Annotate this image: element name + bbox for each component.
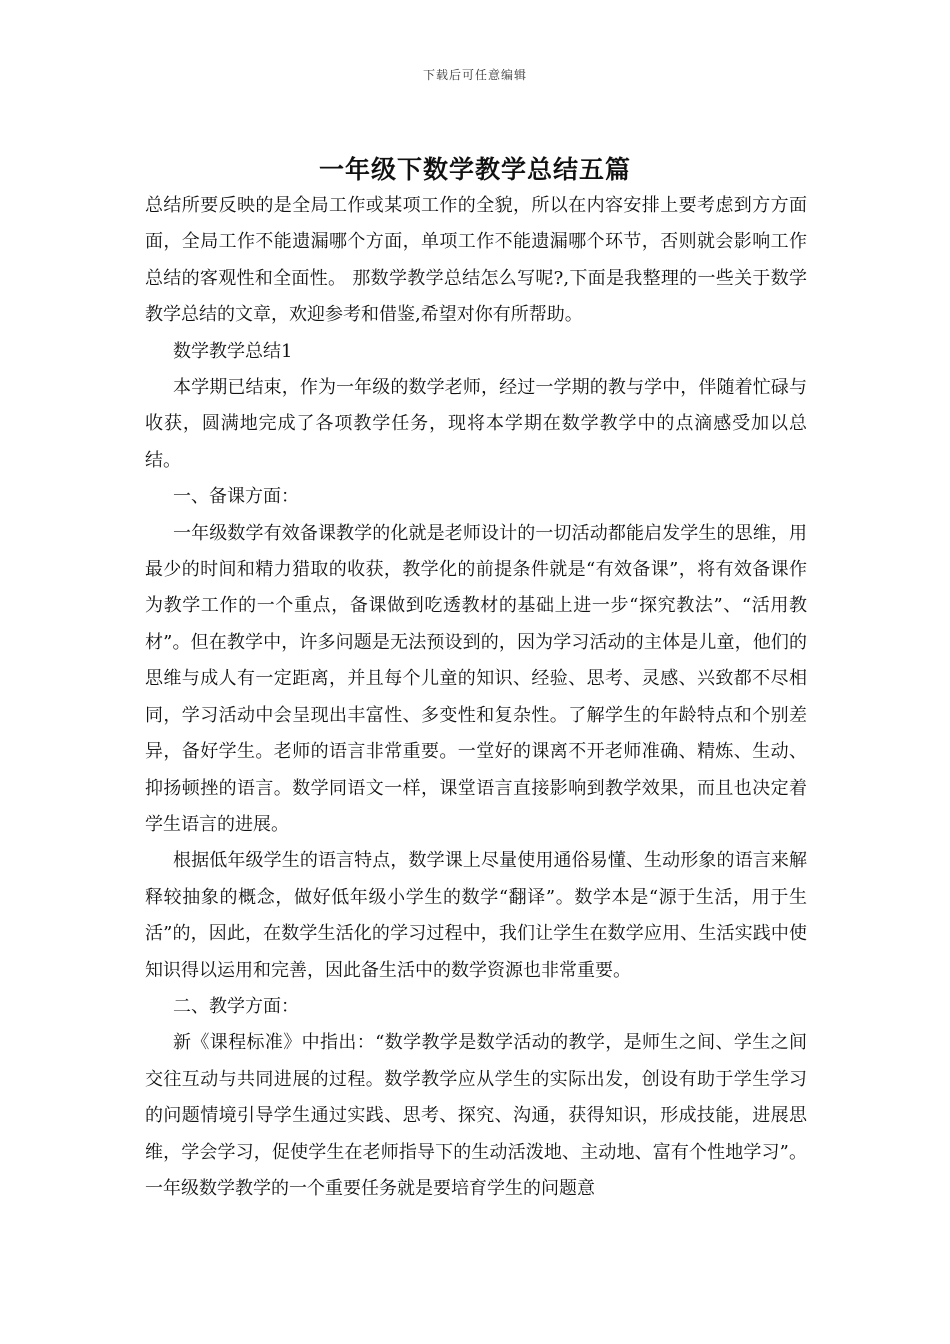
paragraph-section-heading: 数学教学总结1 [173,340,293,362]
paragraph: 一年级数学有效备课教学的化就是老师设计的一切活动都能启发学生的思维，用最少的时间和精力猎取的收获，教学化的前提条件就是“有效备课”，将有效备课作为教学工作的一个重点，备课做到吃透教材的基础上进一步“探究教法”、“活用教材”。但在教学中，许多问题是无法预设到的，因为学习活动的主体是儿童，他们的思维与成人有一定距离，并且每个儿童的知识、经验、思考、灵感、兴致都不尽相同，学习活动中会呈现出丰富性、多变性和复杂性。了解学生的年龄特点和个别差异，备好学生。老师的语言非常重要。一堂好的课离不开老师准确、精炼、生动、抑扬顿挫的语言。数学同语文一样，课堂语言直接影响到教学效果，而且也决定着学生语言的进展。 [145,522,807,835]
header-note: 下载后可任意编辑 [422,68,527,82]
paragraph-intro: 总结所要反映的是全局工作或某项工作的全貌，所以在内容安排上要考虑到方方面面，全局工作不能遗漏哪个方面，单项工作不能遗漏哪个环节，否则就会影响工作总结的客观性和全面性。 那数学教学总结怎么写呢?,下面是我整理的一些关于数学教学总结的文章，欢迎参考和借鉴,希望对你有所帮助。 [145,195,807,326]
paragraph-subheading: 二、教学方面： [173,995,299,1017]
document-title: 一年级下数学教学总结五篇 [318,155,631,184]
paragraph: 根据低年级学生的语言特点，数学课上尽量使用通俗易懂、生动形象的语言来解释较抽象的概念，做好低年级小学生的数学“翻译”。数学本是“源于生活，用于生活”的，因此，在数学生活化的学习过程中，我们让学生在数学应用、生活实践中使知识得以运用和完善，因此备生活中的数学资源也非常重要。 [145,850,807,981]
document-body [145,188,807,1207]
paragraph: 新《课程标准》中指出：“数学教学是数学活动的教学，是师生之间、学生之间交往互动与共同进展的过程。数学教学应从学生的实际出发，创设有助于学生学习的问题情境引导学生通过实践、思考、探究、沟通，获得知识，形成技能，进展思维，学会学习，促使学生在老师指导下的生动活泼地、主动地、富有个性地学习”。一年级数学教学的一个重要任务就是要培育学生的问题意 [145,1032,807,1199]
paragraph-subheading: 一、备课方面： [173,486,299,508]
paragraph: 本学期已结束，作为一年级的数学老师，经过一学期的教与学中，伴随着忙碌与收获，圆满地完成了各项教学任务，现将本学期在数学教学中的点滴感受加以总结。 [145,377,807,471]
